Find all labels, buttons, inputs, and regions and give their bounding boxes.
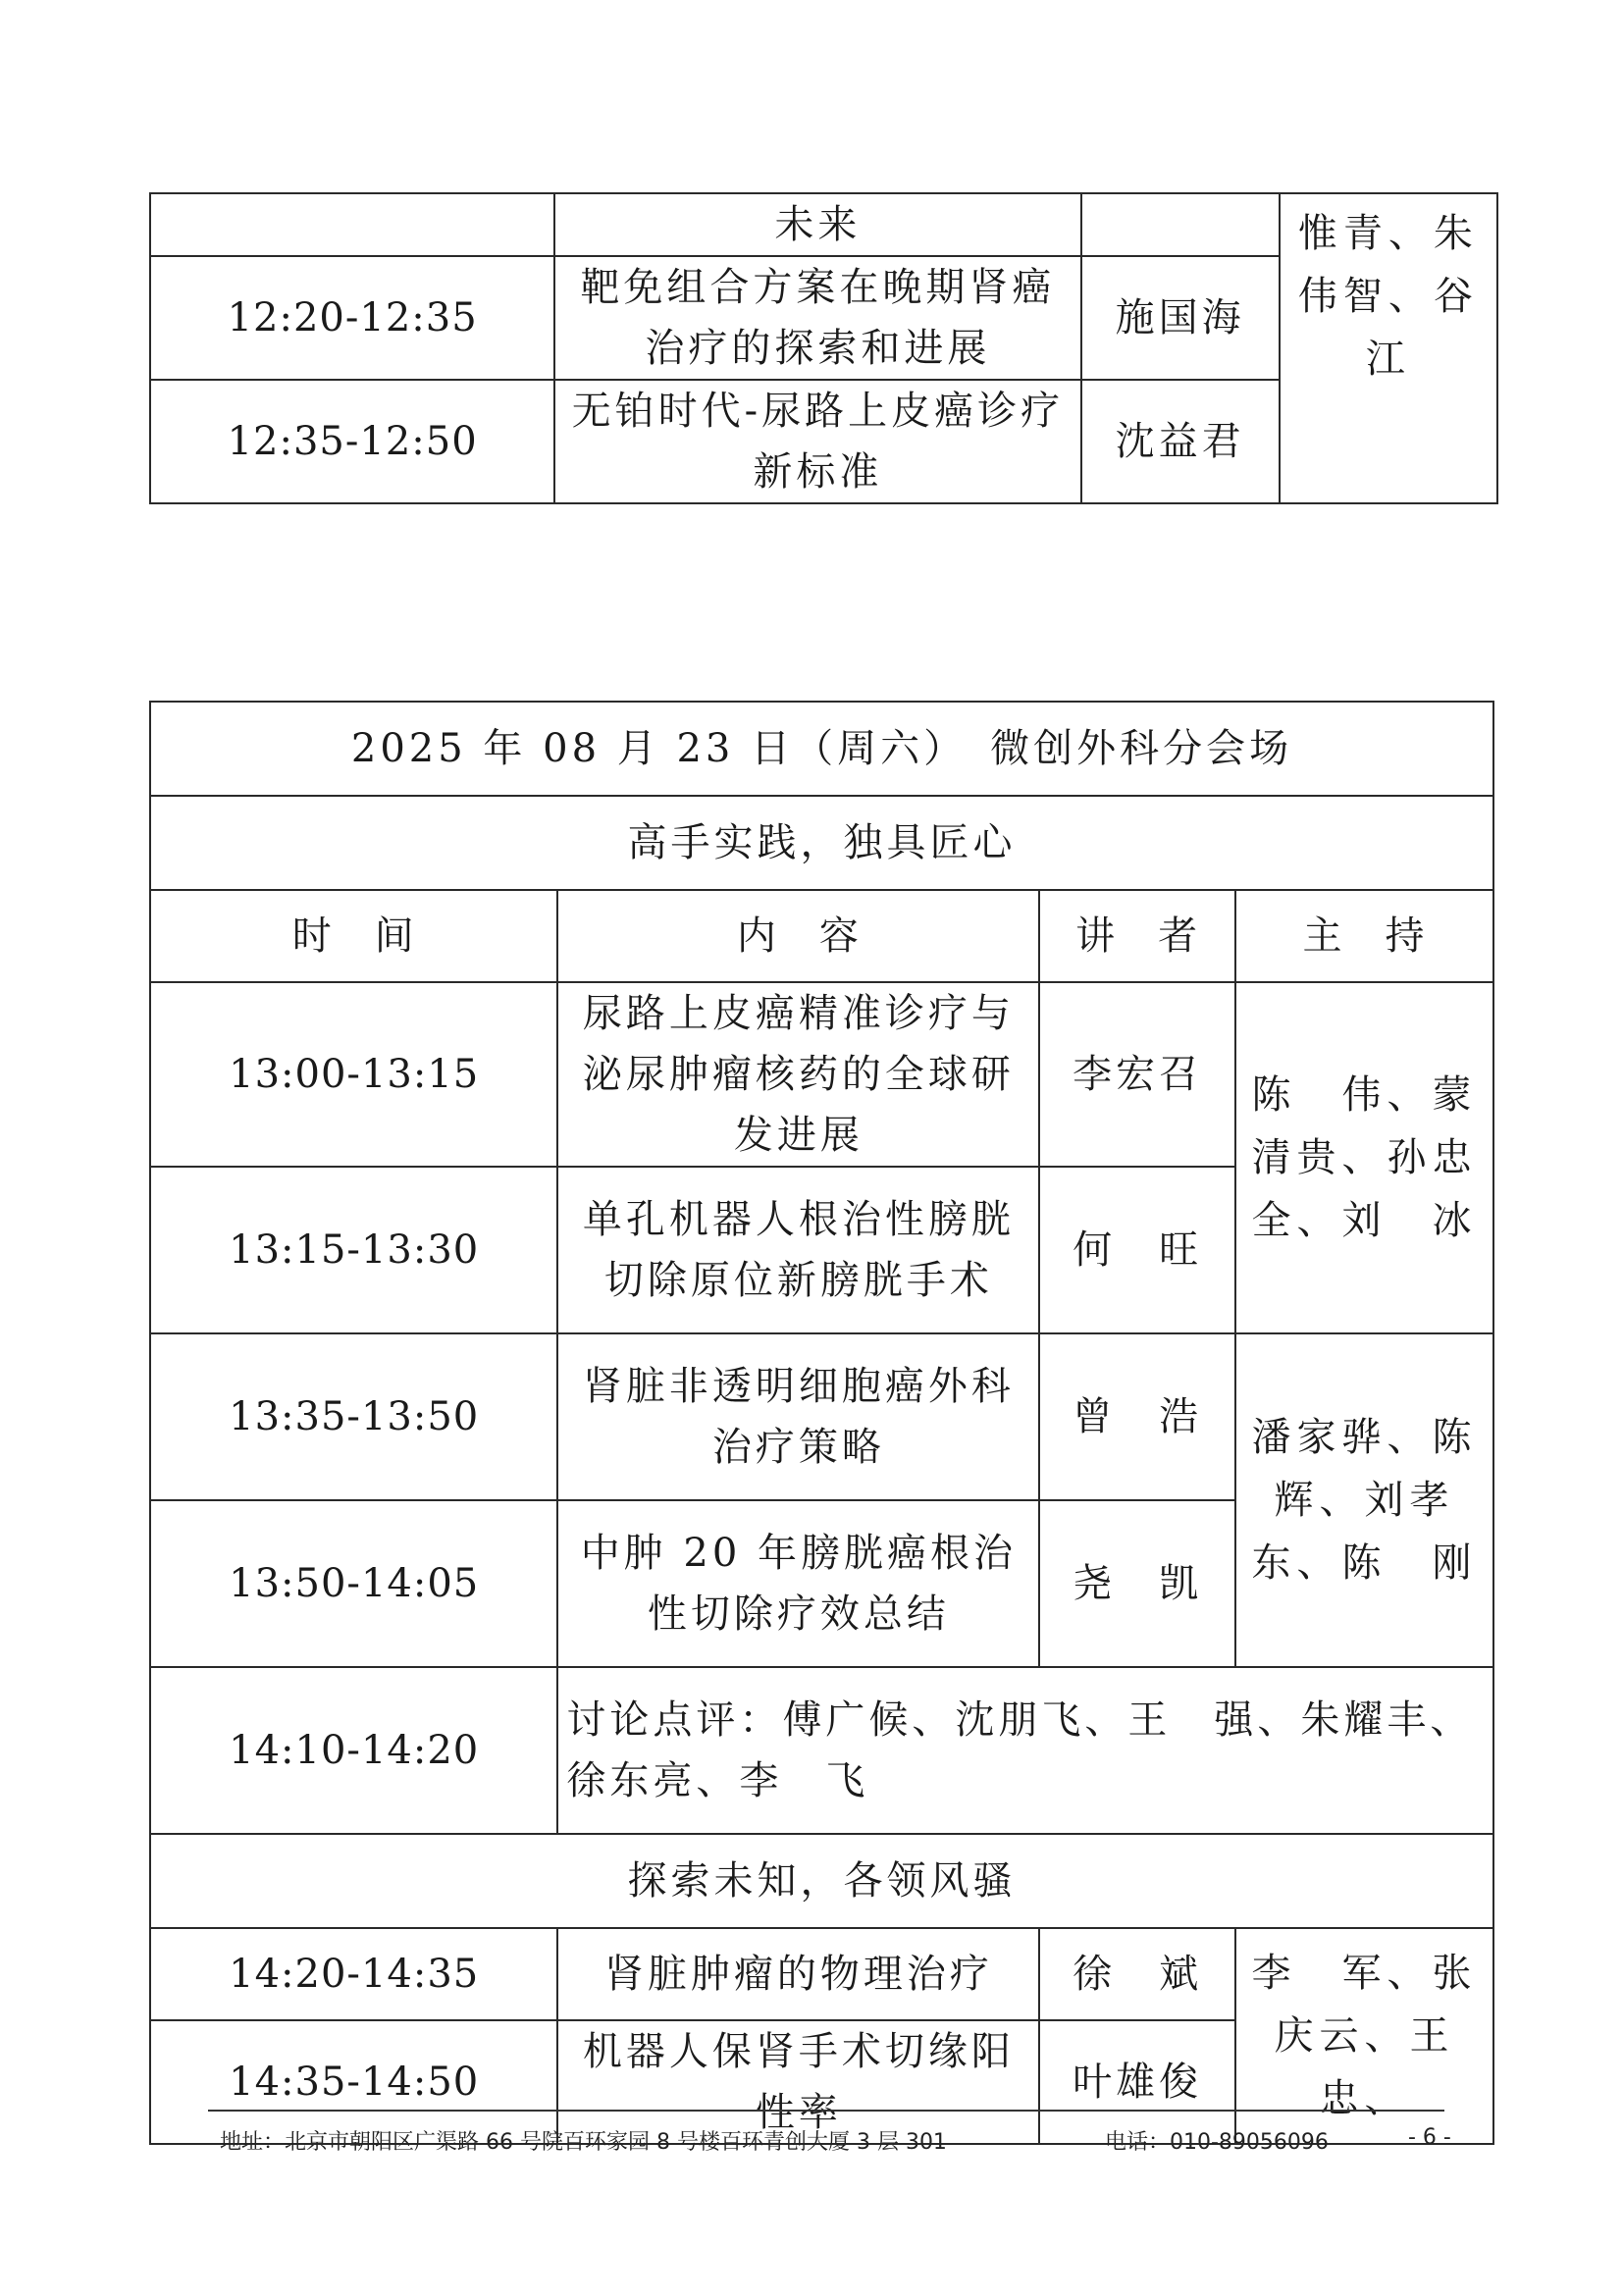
speaker-cell: 施国海 bbox=[1081, 256, 1280, 380]
content-cell: 机器人保肾手术切缘阳性率 bbox=[557, 2020, 1039, 2144]
speaker-cell bbox=[1081, 193, 1280, 256]
content-cell: 单孔机器人根治性膀胱切除原位新膀胱手术 bbox=[557, 1167, 1039, 1333]
time-cell: 14:35-14:50 bbox=[150, 2020, 557, 2144]
host-cell: 陈 伟、蒙清贵、孙忠全、刘 冰 bbox=[1235, 982, 1493, 1333]
time-cell: 13:50-14:05 bbox=[150, 1500, 557, 1667]
speaker-cell: 李宏召 bbox=[1039, 982, 1235, 1167]
host-cell: 李 军、张庆云、王 忠、 bbox=[1235, 1928, 1493, 2144]
host-cell: 惟青、朱伟智、谷 江 bbox=[1280, 193, 1497, 503]
header-content: 内 容 bbox=[557, 890, 1039, 982]
time-cell: 12:20-12:35 bbox=[150, 256, 554, 380]
header-speaker: 讲 者 bbox=[1039, 890, 1235, 982]
session-table bbox=[149, 701, 1500, 2145]
header-host: 主 持 bbox=[1235, 890, 1493, 982]
speaker-cell: 徐 斌 bbox=[1039, 1928, 1235, 2020]
time-cell: 14:10-14:20 bbox=[150, 1667, 557, 1834]
content-cell: 肾脏非透明细胞癌外科治疗策略 bbox=[557, 1333, 1039, 1500]
discussion-cell: 讨论点评：傅广候、沈朋飞、王 强、朱耀丰、徐东亮、李 飞 bbox=[557, 1667, 1493, 1834]
content-cell: 尿路上皮癌精准诊疗与泌尿肿瘤核药的全球研发进展 bbox=[557, 982, 1039, 1167]
time-cell: 13:35-13:50 bbox=[150, 1333, 557, 1500]
content-cell: 靶免组合方案在晚期肾癌治疗的探索和进展 bbox=[554, 256, 1080, 380]
time-cell: 13:15-13:30 bbox=[150, 1167, 557, 1333]
content-cell: 未来 bbox=[554, 193, 1080, 256]
time-cell bbox=[150, 193, 554, 256]
content-cell: 肾脏肿瘤的物理治疗 bbox=[557, 1928, 1039, 2020]
content-cell: 中肿 20 年膀胱癌根治性切除疗效总结 bbox=[557, 1500, 1039, 1667]
header-time: 时 间 bbox=[150, 890, 557, 982]
content-cell: 无铂时代-尿路上皮癌诊疗新标准 bbox=[554, 380, 1080, 503]
speaker-cell: 曾 浩 bbox=[1039, 1333, 1235, 1500]
section-title: 高手实践，独具匠心 bbox=[150, 796, 1493, 890]
session-table-continued bbox=[149, 192, 1524, 504]
time-cell: 13:00-13:15 bbox=[150, 982, 557, 1167]
host-cell: 潘家骅、陈辉、刘孝东、陈 刚 bbox=[1235, 1333, 1493, 1667]
speaker-cell: 叶雄俊 bbox=[1039, 2020, 1235, 2144]
section-title: 探索未知，各领风骚 bbox=[150, 1834, 1493, 1928]
session-title: 2025 年 08 月 23 日（周六） 微创外科分会场 bbox=[150, 702, 1493, 796]
time-cell: 14:20-14:35 bbox=[150, 1928, 557, 2020]
time-cell: 12:35-12:50 bbox=[150, 380, 554, 503]
footer-divider bbox=[208, 2110, 1444, 2112]
footer-phone: 电话：010-89056096 bbox=[1105, 2130, 1329, 2155]
page-number: - 6 - bbox=[1408, 2125, 1451, 2150]
footer-address: 地址：北京市朝阳区广渠路 66 号院百环家园 8 号楼百环青创大厦 3 层 301 bbox=[220, 2130, 947, 2155]
speaker-cell: 尧 凯 bbox=[1039, 1500, 1235, 1667]
speaker-cell: 沈益君 bbox=[1081, 380, 1280, 503]
speaker-cell: 何 旺 bbox=[1039, 1167, 1235, 1333]
